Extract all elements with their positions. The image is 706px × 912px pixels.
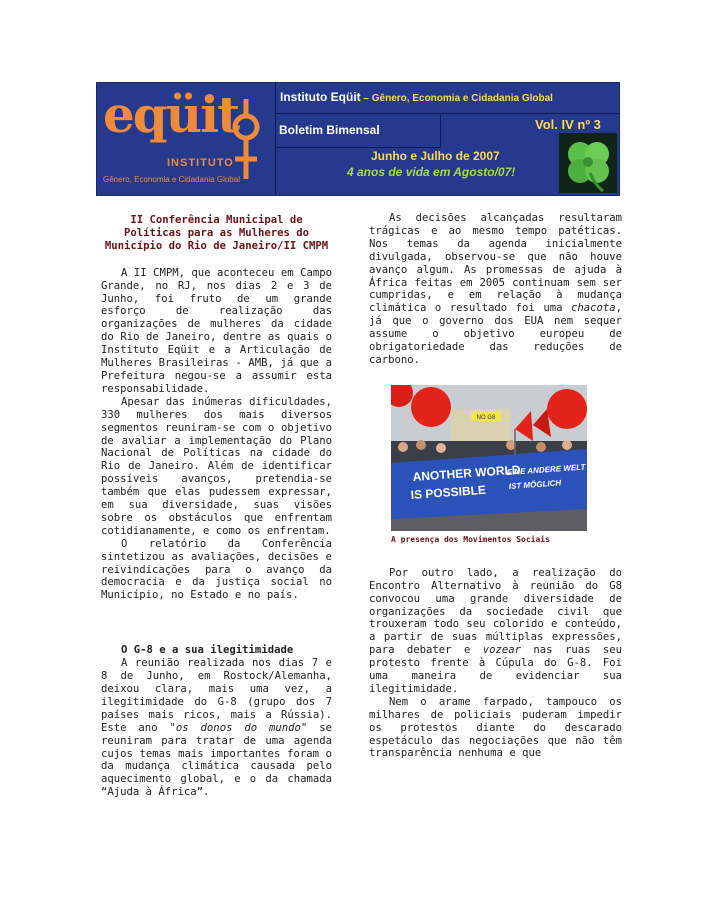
svg-text:NO G8: NO G8 [476, 414, 496, 421]
logo-instituto: INSTITUTO [167, 157, 234, 169]
paragraph: Por outro lado, a realização do Encontro Alternativo à reunião do G8 convocou uma grande diversidade de organizações da sociedade civil que trouxeram todo seu colorido e conteúdo, a partir de suas múltiplas expressões, para debater e vozear nas ruas seu protesto frente à Cúpula do G-8. Foi uma maneira de evidenciar sua ilegitimidade. [369, 566, 622, 695]
four-leaf-clover-icon [559, 133, 617, 193]
anniversary-note: 4 anos de vida em Agosto/07! [347, 165, 516, 179]
paragraph: A reunião realizada nos dias 7 e 8 de Junho, em Rostock/Alemanha, deixou clara, mais uma vez, a ilegitimidade do G-8 (grupo dos 7 países mais ricos, mais a Rússia). Este ano "os donos do mundo" se reuniram para tratar de uma agenda cujos temas mais importantes foram o da mudança climática causada pelo aquecimento global, e o da chamada “Ajuda à África”. [101, 657, 333, 799]
issue-date: Junho e Julho de 2007 [371, 149, 500, 163]
svg-text:EINE ANDERE WELT: EINE ANDERE WELT [506, 462, 586, 477]
clover-image [559, 133, 617, 193]
paragraph: As decisões alcançadas resultaram trágicas e ao mesmo tempo patéticas. Nos temas da agenda inicialmente divulgada, observou-se que não houve avanço algum. As promessas de ajuda à África feitas em 2005 continuam sem ser cumpridas, e em relação à mudança climática o resultado foi uma chacota, já que o governo dos EUA nem sequer assume o objetivo europeu de obrigatoriedade das reduções de carbono. [369, 212, 622, 366]
logo-word: eqüit [103, 85, 239, 144]
venus-symbol-icon [231, 89, 261, 181]
photo-caption: A presença dos Movimentos Sociais [391, 534, 550, 544]
banner-bulletin-cell [275, 113, 441, 148]
svg-text:IS POSSIBLE: IS POSSIBLE [410, 482, 487, 502]
protest-photo [391, 385, 587, 531]
paragraph: O relatório da Conferência sintetizou as avaliações, decisões e reivindicações para o avanço da democracia e da justiça social no Município, no Estado e no país. [101, 537, 332, 602]
logo-tagline: Gênero, Economia e Cidadania Global [103, 175, 240, 184]
protest-photo-figure [391, 385, 591, 547]
institute-name: Instituto Eqüit [280, 90, 361, 104]
paragraph: A II CMPM, que aconteceu em Campo Grande, no RJ, nos dias 2 e 3 de Junho, foi fruto de um grande esforço de realização das organizações de mulheres da cidade do Rio de Janeiro, dentre as quais o Instituto Eqüit e a Articulação de Mulheres Brasileiras - AMB, já que a Prefeitura negou-se a assumir esta responsabilidade. [101, 266, 332, 395]
institute-subtitle: – Gênero, Economia e Cidadania Global [360, 93, 553, 104]
left-column [101, 214, 332, 799]
article-title-g8: O G-8 e a sua ilegitimidade [121, 644, 294, 657]
equit-logo [97, 83, 276, 195]
paragraph: Apesar das inúmeras dificuldades, 330 mulheres dos mais diversos segmentos reuniram-se com o objetivo de avaliar a implementação do Plano Nacional de Políticas na cidade do Rio de Janeiro. Além de identificar possíveis avanços, pretendia-se também que elas pudessem expressar, em sua diversidade, suas visões sobre os obstáculos que enfrentam cotidianamente, e como os enfrentam. [101, 395, 332, 537]
volume-number: Vol. IV nº 3 [535, 117, 601, 132]
article-title-cmpm: II Conferência Municipal de Políticas para as Mulheres do Município do Rio de Janeiro/II CMPM [104, 214, 329, 252]
svg-text:IST MÖGLICH: IST MÖGLICH [508, 478, 562, 491]
header-banner [96, 82, 620, 196]
bulletin-label: Boletim Bimensal [279, 123, 380, 137]
banner-title-row [275, 83, 618, 114]
right-column [369, 212, 622, 760]
paragraph: Nem o arame farpado, tampouco os milhares de policiais puderam impedir os protestos diante do descarado espetáculo das negociações que não têm transparência nenhuma e que [369, 695, 622, 760]
svg-text:ANOTHER WORLD: ANOTHER WORLD [412, 462, 521, 484]
institute-title [280, 90, 553, 104]
